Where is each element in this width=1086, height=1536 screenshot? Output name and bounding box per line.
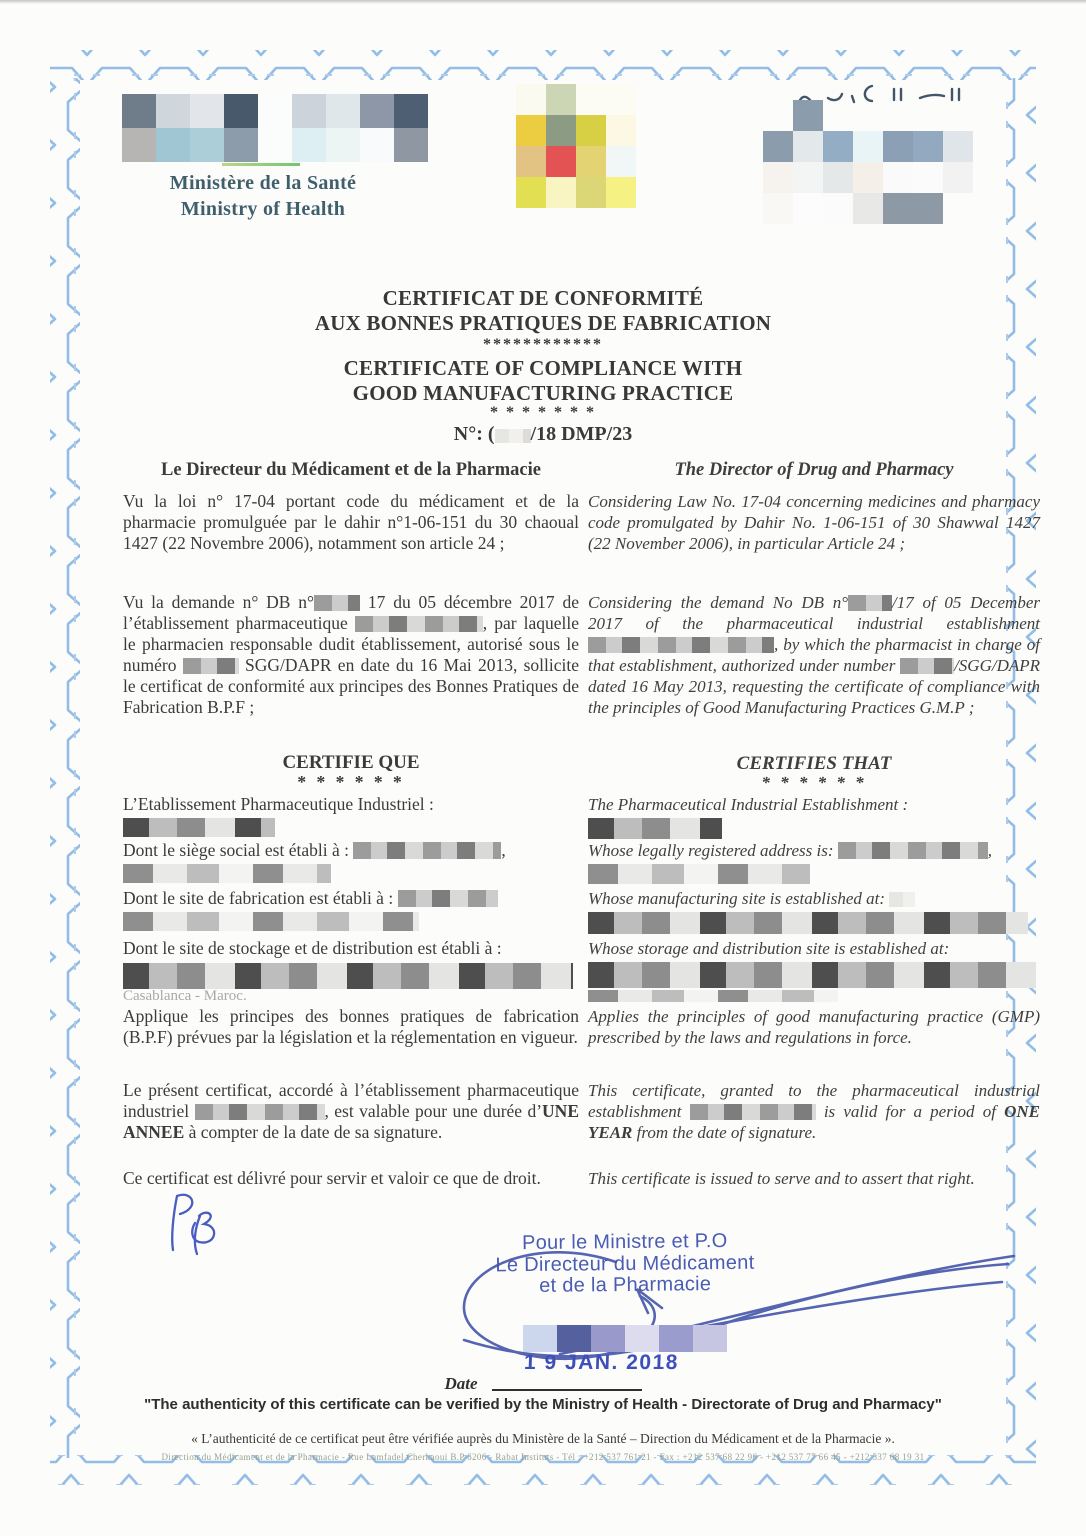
right-storage-line xyxy=(588,938,1040,1002)
redaction-siege-address-1 xyxy=(353,842,501,859)
date-stamp: 1 9 JAN. 2018 xyxy=(523,1351,680,1374)
redaction-authorization-number-fr xyxy=(183,658,239,674)
redaction-establishment-name-en xyxy=(588,818,722,839)
right-p4-seg3: from the date of signature. xyxy=(632,1123,817,1143)
title-en-line1: CERTIFICATE OF COMPLIANCE WITH xyxy=(343,356,743,380)
directorate-address-line: Direction du Médicament et de la Pharmacie - Rue Lamfadel Cherkaoui B.P 6206 - Rabat Instituts - Tél : +212 537 761 21 - Fax : +212 537 68 22 96 - +212 537 77 66 45 - +212 537 68 19 31 xyxy=(161,1452,925,1462)
redaction-stock-site xyxy=(123,963,573,989)
left-stock-label: Dont le site de stockage et de distribution est établi à : xyxy=(123,938,502,958)
right-manufacturing-line xyxy=(588,888,1040,934)
redaction-establishment-fr xyxy=(355,616,483,632)
right-p2-seg4: /SGG/DAPR dated 16 May 2013, requesting the certificate of compliance with the principles of Good Manufacturing Practices G.M.P ; xyxy=(588,656,1041,718)
left-p2-seg2: 17 du 05 décembre 2017 de l’établissement pharmaceutique xyxy=(123,592,580,633)
redaction-establishment-fr-2 xyxy=(195,1104,325,1120)
left-stock-line xyxy=(123,938,579,1002)
redaction-siege-address-2 xyxy=(123,864,331,883)
handwritten-initials xyxy=(158,1186,238,1256)
left-p2-seg3: , par laquelle le pharmacien responsable dudit établissement, autorisé sous le numéro xyxy=(123,613,579,675)
stars-divider-2: * * * * * * * xyxy=(490,404,596,421)
left-paragraph-law: Vu la loi n° 17-04 portant code du médicament et de la pharmacie promulguée par le dahir n°1-06-151 du 30 chaoual 1427 (22 Novembre 2006), notamment son article 24 ; xyxy=(123,491,579,553)
left-fabrication-label: Dont le site de fabrication est établi à : xyxy=(123,888,394,908)
certifies-that-heading: CERTIFIES THAT xyxy=(736,753,892,774)
stars-divider-1: ************ xyxy=(483,336,603,353)
certifies-that-stars: * * * * * * xyxy=(761,773,867,792)
arabic-header-redacted-mosaic xyxy=(763,100,973,224)
redaction-storage-site xyxy=(588,962,1036,988)
left-siege-line xyxy=(123,840,579,883)
title-fr-line2: AUX BONNES PRATIQUES DE FABRICATION xyxy=(314,311,772,335)
stamp-line-3: et de la Pharmacie xyxy=(539,1273,712,1298)
stamp-line-1: Pour le Ministre et P.O xyxy=(521,1229,728,1255)
date-line xyxy=(0,1374,1086,1394)
redaction-fab-site-1 xyxy=(398,890,498,907)
left-p4-seg1: Le présent certificat, accordé à l’établissement pharmaceutique industriel xyxy=(123,1080,579,1121)
left-paragraph-demand xyxy=(123,592,579,718)
certifie-que-stars: * * * * * * xyxy=(297,772,405,792)
right-p2-seg1: Considering the demand No DB n° xyxy=(588,593,849,612)
left-applique-paragraph: Applique les principes des bonnes pratiques de fabrication (B.P.F) prévues par la législation et la réglementation en vigueur. xyxy=(123,1006,579,1047)
right-address-line xyxy=(588,840,1040,884)
redaction-number xyxy=(495,429,531,443)
right-p4-seg2: is valid for a period of xyxy=(815,1102,1005,1122)
left-p2-seg4: SGG/DAPR en date du 16 Mai 2013, sollicite le certificat de conformité aux principes des Bonnes Pratiques de Fabrication B.P.F ; xyxy=(123,655,580,717)
right-manufacturing-label: Whose manufacturing site is established at: xyxy=(588,889,886,908)
comma: , xyxy=(987,841,993,860)
redaction-db-number-en xyxy=(848,595,892,611)
stock-hint-partial-text: Casablanca - Maroc. xyxy=(123,989,247,1002)
right-heading: The Director of Drug and Pharmacy xyxy=(674,460,954,480)
certificate-number-prefix: N°: ( xyxy=(453,423,495,445)
redaction-db-number xyxy=(314,595,360,611)
redaction-manuf-1 xyxy=(889,892,915,907)
right-one-year: ONE YEAR xyxy=(588,1102,1041,1143)
redaction-fab-site-2 xyxy=(123,912,419,931)
left-validity-paragraph xyxy=(123,1080,579,1143)
right-p2-seg3: , by which the pharmacist in charge of that establishment, authorized under number xyxy=(588,635,1040,676)
redaction-establishment-en-2 xyxy=(690,1104,816,1120)
authenticity-note-en: "The authenticity of this certificate can be verified by the Ministry of Health - Directorate of Drug and Pharmacy" xyxy=(144,1396,942,1413)
redaction-establishment-name-fr xyxy=(123,818,275,837)
right-storage-label: Whose storage and distribution site is established at: xyxy=(588,939,950,958)
comma: , xyxy=(501,840,506,860)
redaction-address-2 xyxy=(588,864,810,884)
right-validity-paragraph xyxy=(588,1080,1040,1143)
green-underline xyxy=(222,163,300,166)
signer-name-redacted-mosaic xyxy=(523,1325,727,1352)
right-address-label: Whose legally registered address is: xyxy=(588,841,834,860)
right-p4-seg1: This certificate, granted to the pharmaceutical industrial establishment xyxy=(588,1081,1040,1122)
left-fabrication-line xyxy=(123,888,579,931)
date-label: Date xyxy=(444,1374,478,1393)
director-signature xyxy=(430,1225,1030,1380)
right-paragraph-demand xyxy=(588,592,1040,718)
right-establishment-line xyxy=(588,794,1040,839)
left-p2-seg1: Vu la demande n° DB n° xyxy=(123,592,315,612)
title-en-line2: GOOD MANUFACTURING PRACTICE xyxy=(352,381,734,405)
right-p2-seg2: /17 of 05 December 2017 of the pharmaceutical industrial establishment xyxy=(588,593,1040,634)
left-establishment-label: L’Etablissement Pharmaceutique Industriel : xyxy=(123,794,434,814)
left-une-annee: UNE ANNEE xyxy=(123,1101,579,1142)
ministry-logo-redacted-mosaic xyxy=(122,94,428,162)
title-fr-line1: CERTIFICAT DE CONFORMITÉ xyxy=(382,286,704,310)
redaction-storage-site-2 xyxy=(588,990,838,1002)
authenticity-note-fr: « L’authenticité de ce certificat peut être vérifiée auprès du Ministère de la Santé – Direction du Médicament et de la Pharmacie ». xyxy=(191,1431,895,1446)
right-paragraph-law: Considering Law No. 17-04 concerning medicines and pharmacy code promulgated by Dahir No. 1-06-151 of 30 Shawwal 1427 (22 November 2006), in particular Article 24 ; xyxy=(588,492,1040,554)
ministry-name-en: Ministry of Health xyxy=(180,198,346,220)
redaction-address-1 xyxy=(838,842,988,859)
certificate-number xyxy=(0,423,1086,446)
certificate-number-suffix: /18 DMP/23 xyxy=(530,423,633,445)
redaction-authorization-number-en xyxy=(900,658,954,674)
right-closing-paragraph: This certificate is issued to serve and to assert that right. xyxy=(588,1169,975,1188)
left-closing-paragraph: Ce certificat est délivré pour servir et valoir ce que de droit. xyxy=(123,1168,541,1188)
left-p4-seg2: , est valable pour une durée d’ xyxy=(324,1101,543,1121)
left-establishment-line xyxy=(123,794,579,837)
left-heading: Le Directeur du Médicament et de la Pharmacie xyxy=(160,460,541,480)
right-applies-paragraph: Applies the principles of good manufacturing practice (GMP) prescribed by the laws and regulations in force. xyxy=(588,1007,1040,1048)
right-establishment-label: The Pharmaceutical Industrial Establishment : xyxy=(588,795,909,814)
stamp-line-2: Le Directeur du Médicament xyxy=(495,1251,755,1276)
redaction-manuf-2 xyxy=(588,912,1028,934)
left-siege-label: Dont le siège social est établi à : xyxy=(123,840,349,860)
date-blank-line xyxy=(492,1389,642,1391)
coat-of-arms-pixelated xyxy=(516,84,636,208)
certifie-que-heading: CERTIFIE QUE xyxy=(282,752,420,773)
left-p4-seg3: à compter de la date de sa signature. xyxy=(184,1122,443,1142)
redaction-establishment-en xyxy=(588,637,774,653)
ministry-name-fr: Ministère de la Santé xyxy=(169,172,357,194)
